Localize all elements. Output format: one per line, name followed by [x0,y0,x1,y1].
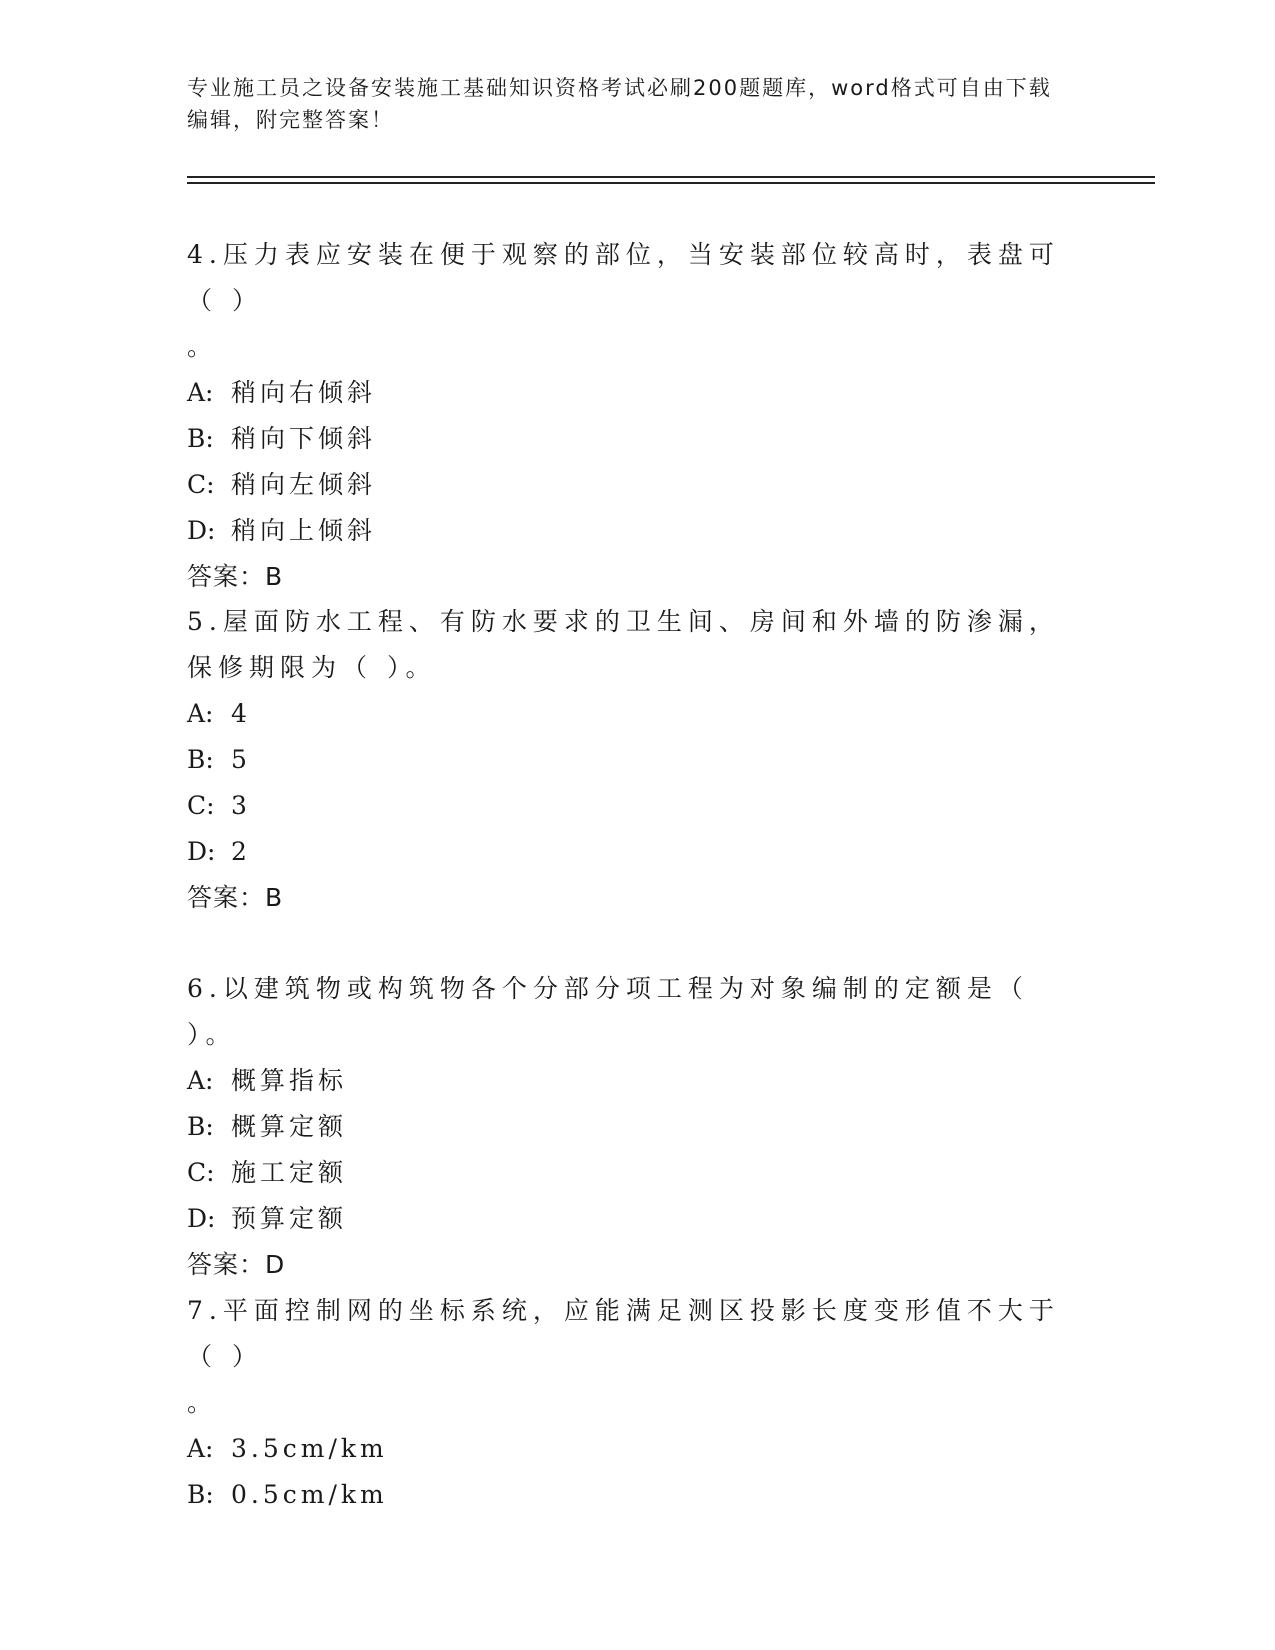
option-text: 4 [231,699,251,728]
question-5 [187,599,1067,921]
answer-line: 答案：D [187,1250,286,1279]
question-text: 5.屋面防水工程、有防水要求的卫生间、房间和外墙的防渗漏，保修期限为（ ）。 [187,607,1060,682]
option-text: 2 [231,837,251,866]
option-b [187,737,1067,783]
option-text: 稍向下倾斜 [231,424,377,453]
header-divider-bottom [187,182,1155,184]
option-a [187,1426,1067,1472]
question-4 [187,232,1067,600]
question-6 [187,966,1067,1288]
option-a [187,370,1067,416]
question-text: 6.以建筑物或构筑物各个分部分项工程为对象编制的定额是（ ）。 [187,974,1029,1049]
option-b [187,1104,1067,1150]
option-letter: A: [187,378,214,407]
option-d [187,508,1067,554]
option-c [187,462,1067,508]
option-b [187,1472,1067,1518]
option-a [187,1058,1067,1104]
option-letter: C: [187,1158,215,1187]
question-text-tail: 。 [187,1388,213,1417]
option-d [187,1196,1067,1242]
answer-line: 答案：B [187,883,284,912]
document-header: 专业施工员之设备安装施工基础知识资格考试必刷200题题库，word格式可自由下载编辑，附完整答案！ [187,76,1052,132]
option-letter: C: [187,791,215,820]
option-text: 5 [231,745,251,774]
option-c [187,783,1067,829]
option-text: 概算定额 [231,1112,348,1141]
option-text: 3.5cm/km [231,1434,388,1463]
option-b [187,416,1067,462]
option-text: 0.5cm/km [231,1480,388,1509]
option-letter: B: [187,1480,214,1509]
option-text: 概算指标 [231,1066,348,1095]
option-a [187,691,1067,737]
option-letter: D: [187,516,216,545]
option-letter: C: [187,470,215,499]
option-letter: B: [187,745,214,774]
option-letter: B: [187,424,214,453]
option-letter: B: [187,1112,214,1141]
option-text: 预算定额 [231,1204,348,1233]
option-letter: D: [187,1204,216,1233]
option-letter: A: [187,699,214,728]
option-text: 稍向右倾斜 [231,378,377,407]
option-text: 稍向上倾斜 [231,516,377,545]
question-text: 4.压力表应安装在便于观察的部位，当安装部位较高时，表盘可（ ） [187,240,1060,315]
question-text: 7.平面控制网的坐标系统，应能满足测区投影长度变形值不大于（ ） [187,1296,1060,1371]
option-letter: A: [187,1434,214,1463]
option-text: 稍向左倾斜 [231,470,377,499]
option-text: 施工定额 [231,1158,348,1187]
question-7 [187,1288,1067,1518]
question-text-tail: 。 [187,332,213,361]
option-text: 3 [231,791,251,820]
header-divider-top [187,176,1155,178]
option-letter: A: [187,1066,214,1095]
option-letter: D: [187,837,216,866]
option-c [187,1150,1067,1196]
answer-line: 答案：B [187,562,284,591]
option-d [187,829,1067,875]
